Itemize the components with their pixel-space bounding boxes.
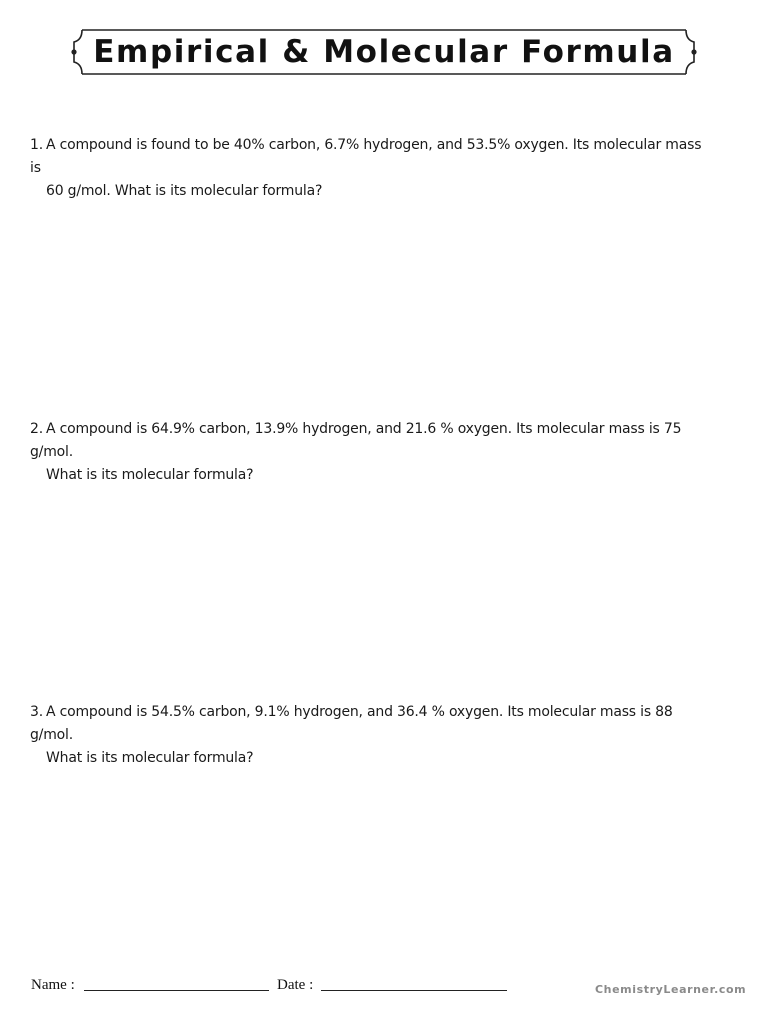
question-number: 1. (30, 137, 43, 153)
title-banner (70, 28, 698, 76)
date-label: Date : (277, 977, 314, 993)
question-text-line1: A compound is 64.9% carbon, 13.9% hydrogen, and 21.6 % oxygen. Its molecular mass is 75 g/mol. (30, 421, 682, 460)
question-number: 3. (30, 704, 43, 720)
page-title: Empirical & Molecular Formula (93, 34, 675, 70)
name-label: Name : (31, 977, 75, 993)
question-text-line1: A compound is 54.5% carbon, 9.1% hydrogen, and 36.4 % oxygen. Its molecular mass is 88 g/mol. (30, 704, 673, 743)
date-field-line[interactable] (321, 990, 507, 991)
question-number: 2. (30, 421, 43, 437)
question-2 (30, 418, 710, 487)
question-text-line2: What is its molecular formula? (46, 750, 254, 766)
question-text-line2: 60 g/mol. What is its molecular formula? (46, 183, 323, 199)
question-text-line1: A compound is found to be 40% carbon, 6.7% hydrogen, and 53.5% oxygen. Its molecular mass is (30, 137, 702, 176)
question-1 (30, 134, 710, 203)
question-text-line2: What is its molecular formula? (46, 467, 254, 483)
brand-watermark: ChemistryLearner.com (595, 983, 747, 996)
name-field-line[interactable] (84, 990, 269, 991)
question-3 (30, 701, 710, 770)
